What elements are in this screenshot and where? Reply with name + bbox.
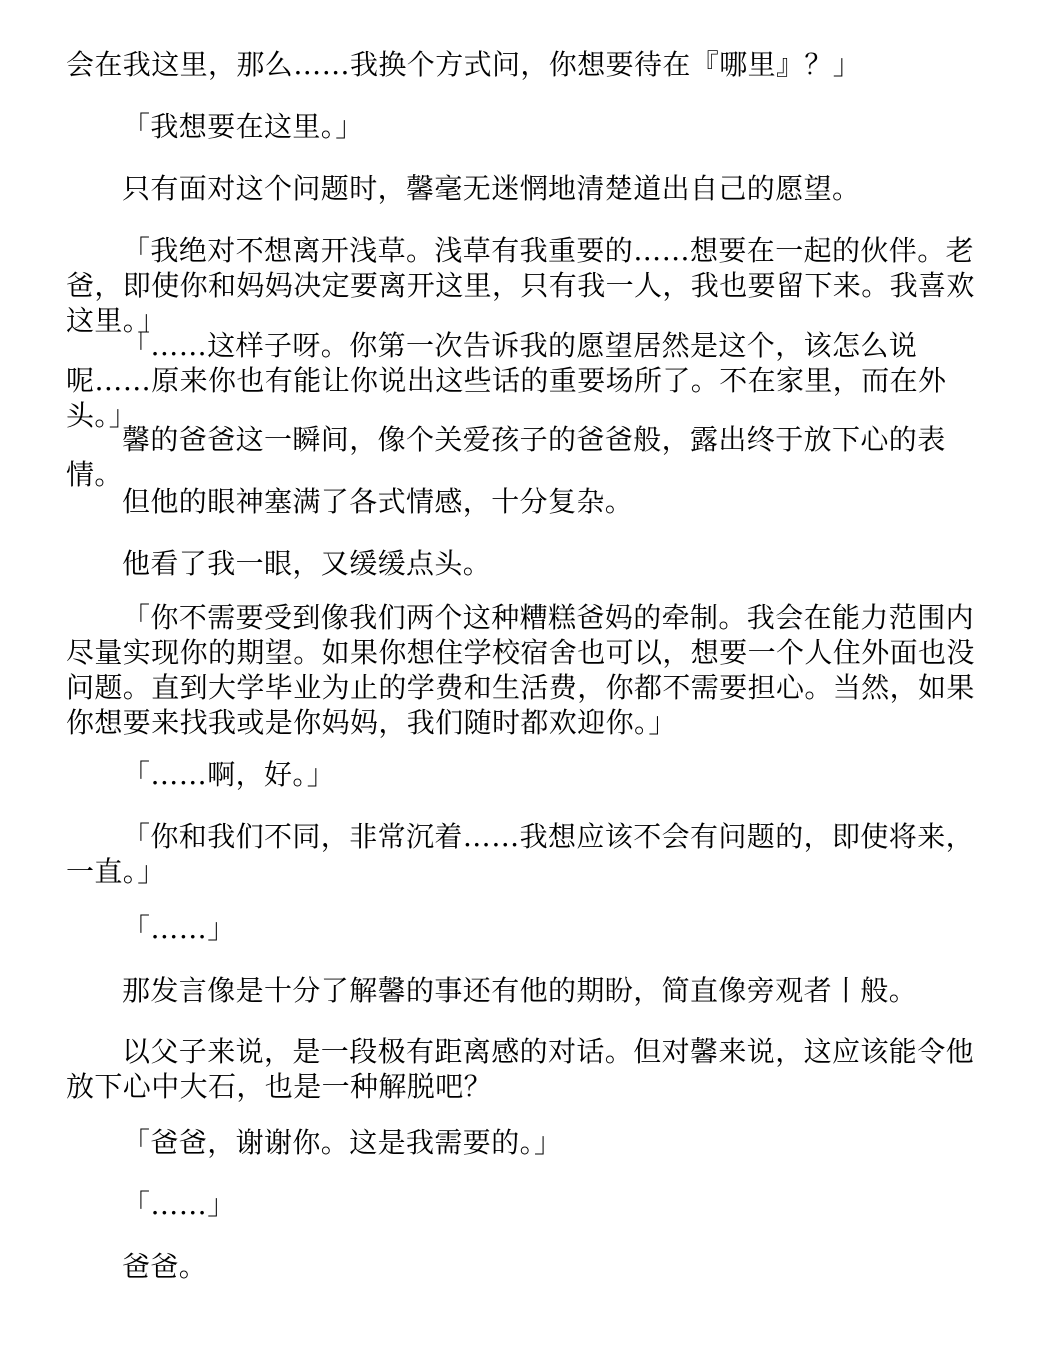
paragraph-8: 他看了我一眼，又缓缓点头。 <box>122 547 492 580</box>
paragraph-2: 「我想要在这里。」 <box>122 110 364 143</box>
paragraph-12: 「……」 <box>122 912 236 945</box>
paragraph-17: 爸爸。 <box>122 1250 208 1283</box>
paragraph-9: 「你不需要受到像我们两个这种糟糕爸妈的牵制。我会在能力范围内尽量实现你的期望。如果你想住学校宿舍也可以，想要一个人住外面也没问题。直到大学毕业为止的学费和生活费，你都不需要担心。当然，如果你想要来找我或是你妈妈，我们随时都欢迎你。」 <box>66 601 975 739</box>
paragraph-10: 「……啊，好。」 <box>122 758 336 791</box>
paragraph-15: 「爸爸，谢谢你。这是我需要的。」 <box>122 1126 563 1159</box>
paragraph-1: 会在我这里，那么……我换个方式问，你想要待在『哪里』？」 <box>66 48 862 81</box>
paragraph-14: 以父子来说，是一段极有距离感的对话。但对馨来说，这应该能令他放下心中大石，也是一种解脱吧？ <box>66 1035 975 1103</box>
paragraph-13: 那发言像是十分了解馨的事还有他的期盼，简直像旁观者丨般。 <box>122 974 918 1007</box>
paragraph-3: 只有面对这个问题时，馨毫无迷惘地清楚道出自己的愿望。 <box>122 172 861 205</box>
paragraph-6: 馨的爸爸这一瞬间，像个关爱孩子的爸爸般，露出终于放下心的表情。 <box>66 423 946 491</box>
paragraph-11: 「你和我们不同，非常沉着……我想应该不会有问题的，即使将来，一直。」 <box>66 820 975 888</box>
paragraph-5: 「……这样子呀。你第一次告诉我的愿望居然是这个，该怎么说呢……原来你也有能让你说出这些话的重要场所了。不在家里，而在外头。」 <box>66 329 947 432</box>
paragraph-4: 「我绝对不想离开浅草。浅草有我重要的……想要在一起的伙伴。老爸，即使你和妈妈决定要离开这里，只有我一人，我也要留下来。我喜欢这里。」 <box>66 234 975 337</box>
paragraph-16: 「……」 <box>122 1188 236 1221</box>
paragraph-7: 但他的眼神塞满了各式情感，十分复杂。 <box>122 485 634 518</box>
